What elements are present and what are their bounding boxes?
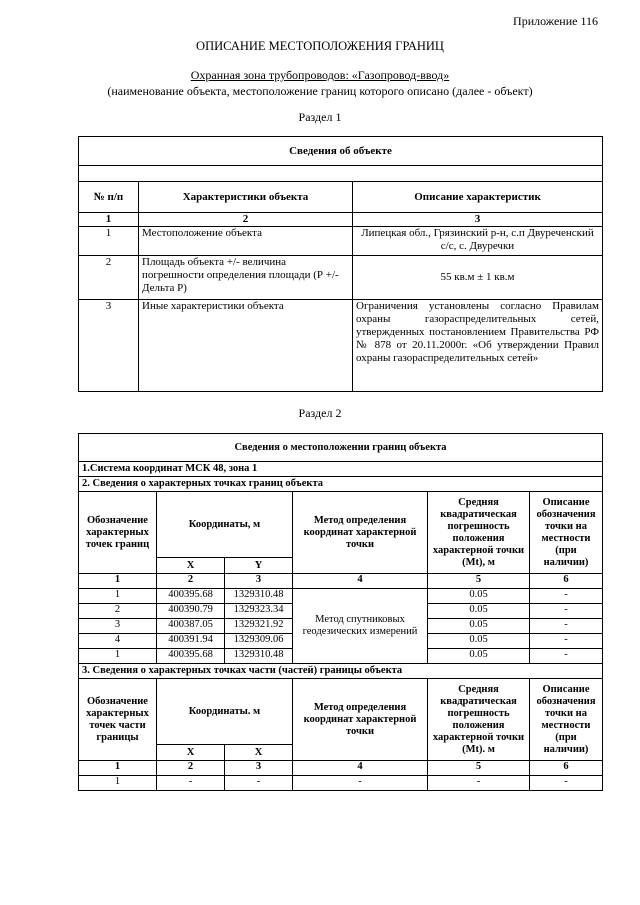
- point-id: 2: [79, 604, 157, 619]
- part-point-x: -: [157, 776, 225, 791]
- document-title: ОПИСАНИЕ МЕСТОПОЛОЖЕНИЯ ГРАНИЦ: [196, 39, 444, 53]
- x-header: X: [157, 745, 225, 761]
- appendix-number: Приложение 116: [513, 14, 598, 28]
- description-header: Описание обозначения точки на местности (при наличии): [530, 492, 603, 574]
- boundaries-title: Сведения о местоположении границ объекта: [79, 434, 603, 462]
- col-number: 5: [428, 574, 530, 589]
- point-accuracy: 0.05: [428, 589, 530, 604]
- empty-row: [79, 166, 603, 182]
- col-number: 6: [530, 574, 603, 589]
- row-number: 2: [79, 256, 139, 300]
- col-number: 3: [225, 574, 293, 589]
- point-y: 1329310.48: [225, 649, 293, 664]
- col-number: 3: [225, 761, 293, 776]
- point-accuracy: 0.05: [428, 649, 530, 664]
- point-x: 400395.68: [157, 649, 225, 664]
- part2-title: 2. Сведения о характерных точках границ объекта: [79, 477, 603, 492]
- part-point-id: 1: [79, 776, 157, 791]
- part-point-row: [79, 776, 603, 791]
- coords-header: Координаты. м: [157, 679, 293, 745]
- col-number: 2: [157, 761, 225, 776]
- point-accuracy: 0.05: [428, 634, 530, 649]
- x-header: X: [157, 558, 225, 574]
- col-number: 4: [293, 761, 428, 776]
- col-number: 3: [353, 213, 603, 227]
- col-char-header: Характеристики объекта: [139, 182, 353, 213]
- object-info-title: Сведения об объекте: [79, 137, 603, 166]
- point-accuracy: 0.05: [428, 619, 530, 634]
- y-header: Y: [225, 558, 293, 574]
- object-info-table: [78, 136, 603, 392]
- point-y: 1329323.34: [225, 604, 293, 619]
- col-number: 1: [79, 574, 157, 589]
- object-name: Охранная зона трубопроводов: «Газопровод-ввод»: [190, 68, 450, 82]
- col-number: 6: [530, 761, 603, 776]
- col-number: 5: [428, 761, 530, 776]
- point-accuracy: 0.05: [428, 604, 530, 619]
- point-id: 3: [79, 619, 157, 634]
- point-x: 400391.94: [157, 634, 225, 649]
- row-characteristic: Местоположение объекта: [139, 227, 353, 256]
- row-number: 3: [79, 300, 139, 392]
- point-description: -: [530, 604, 603, 619]
- col-number: 2: [139, 213, 353, 227]
- designation-header: Обозначение характерных точек границ: [79, 492, 157, 574]
- part-point-method: -: [293, 776, 428, 791]
- part-point-x2: -: [225, 776, 293, 791]
- point-x: 400395.68: [157, 589, 225, 604]
- row-description: Липецкая обл., Грязинский р-н, с.п Двуреченский с/с, с. Двуречки: [353, 227, 603, 256]
- part-point-description: -: [530, 776, 603, 791]
- row-description: 55 кв.м ± 1 кв.м: [353, 256, 603, 300]
- point-y: 1329321.92: [225, 619, 293, 634]
- col-num-header: № п/п: [79, 182, 139, 213]
- boundaries-table: [78, 433, 603, 791]
- point-x: 400387.05: [157, 619, 225, 634]
- point-id: 1: [79, 649, 157, 664]
- point-description: -: [530, 619, 603, 634]
- designation-header: Обозначение характерных точек части границы: [79, 679, 157, 761]
- point-description: -: [530, 634, 603, 649]
- row-characteristic: Площадь объекта +/- величина погрешности определения площади (Р +/- Дельта Р): [139, 256, 353, 300]
- row-characteristic: Иные характеристики объекта: [139, 300, 353, 392]
- point-x: 400390.79: [157, 604, 225, 619]
- point-y: 1329310.48: [225, 589, 293, 604]
- part-point-accuracy: -: [428, 776, 530, 791]
- col-number: 4: [293, 574, 428, 589]
- accuracy-header: Средняя квадратическая погрешность положения характерной точки (Mt). м: [428, 679, 530, 761]
- row-number: 1: [79, 227, 139, 256]
- object-note: (наименование объекта, местоположение границ которого описано (далее - объект): [107, 84, 533, 98]
- coord-system: 1.Система координат МСК 48, зона 1: [79, 462, 603, 477]
- method-value: Метод спутниковых геодезических измерений: [293, 589, 428, 664]
- table-row: [79, 227, 603, 256]
- part3-title: 3. Сведения о характерных точках части (частей) границы объекта: [79, 664, 603, 679]
- col-number: 1: [79, 761, 157, 776]
- x-header: X: [225, 745, 293, 761]
- method-header: Метод определения координат характерной точки: [293, 679, 428, 761]
- point-row: [79, 589, 603, 604]
- point-description: -: [530, 649, 603, 664]
- description-header: Описание обозначения точки на местности (при наличии): [530, 679, 603, 761]
- table-row: [79, 300, 603, 392]
- col-number: 2: [157, 574, 225, 589]
- row-description: Ограничения установлены согласно Правилам охраны газораспределительных сетей, утвержденных постановлением Правительства РФ № 878 от 20.11.2000г. «Об утверждении Правил охраны газораспределительных сетей»: [353, 300, 603, 392]
- col-desc-header: Описание характеристик: [353, 182, 603, 213]
- table-row: [79, 256, 603, 300]
- section-2-label: Раздел 2: [298, 406, 342, 420]
- section-1-label: Раздел 1: [298, 110, 342, 124]
- point-id: 1: [79, 589, 157, 604]
- col-number: 1: [79, 213, 139, 227]
- accuracy-header: Средняя квадратическая погрешность положения характерной точки (Mt), м: [428, 492, 530, 574]
- point-id: 4: [79, 634, 157, 649]
- coords-header: Координаты, м: [157, 492, 293, 558]
- point-description: -: [530, 589, 603, 604]
- method-header: Метод определения координат характерной точки: [293, 492, 428, 574]
- point-y: 1329309.06: [225, 634, 293, 649]
